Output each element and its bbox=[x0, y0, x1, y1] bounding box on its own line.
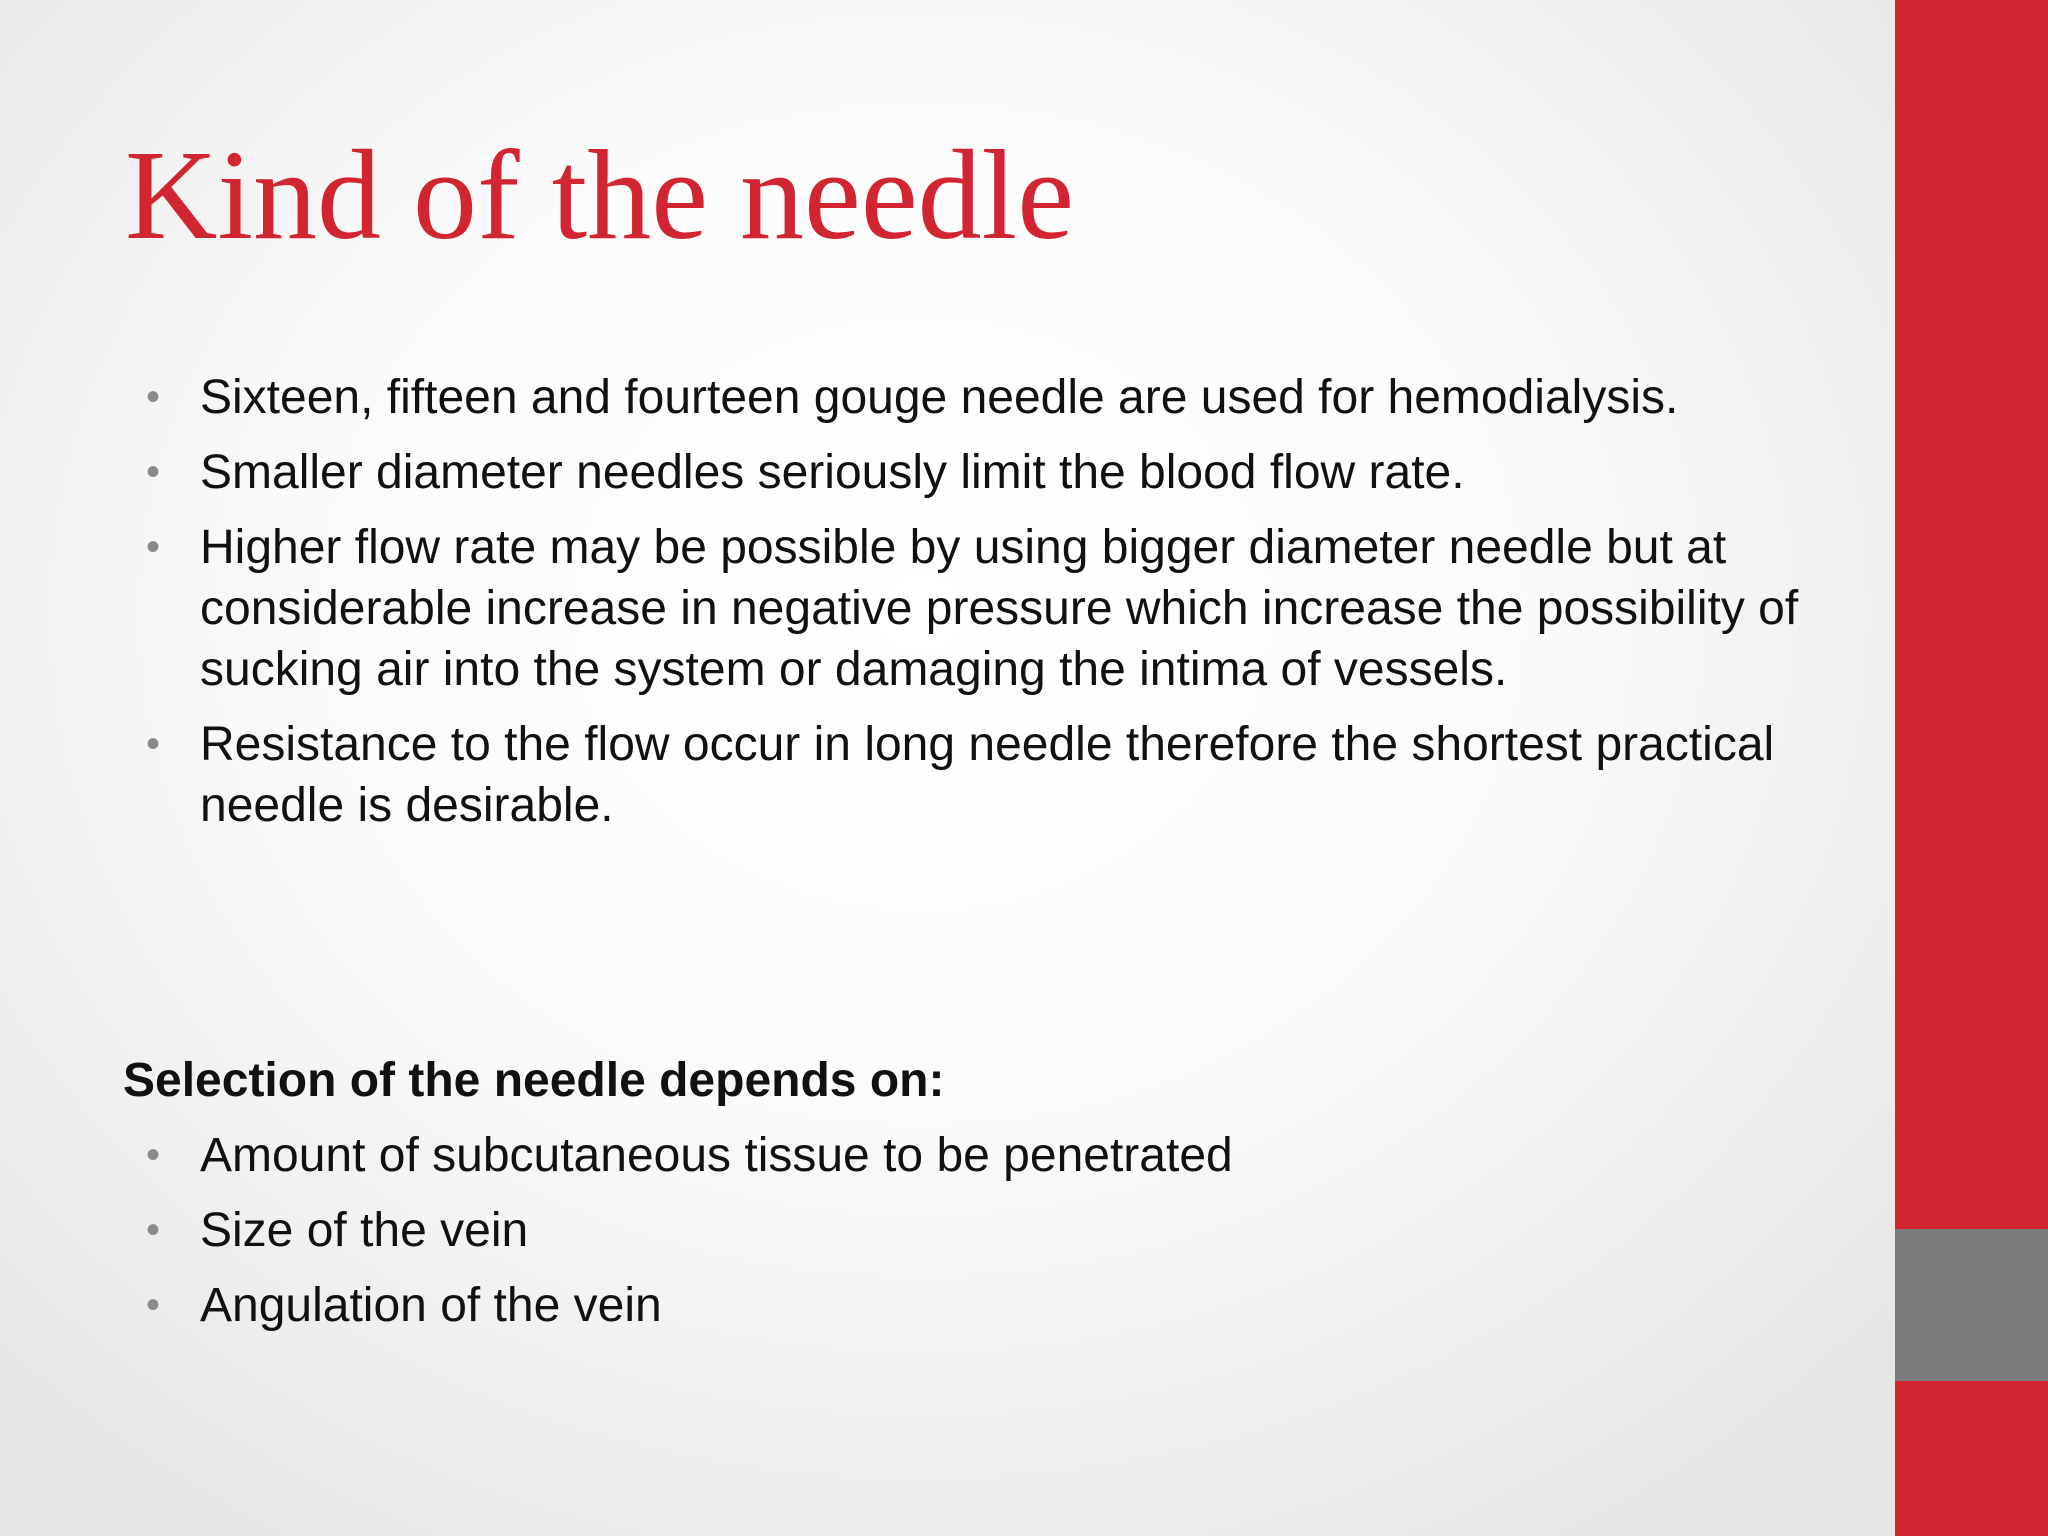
selection-bullet-list bbox=[146, 1125, 1800, 1350]
bullet-text: Higher flow rate may be possible by using bigger diameter needle but at considerable increase in negative pressure which increase the possibility of sucking air into the system or damaging the intima of vessels. bbox=[200, 521, 1799, 696]
bullet-text: Sixteen, fifteen and fourteen gouge needle are used for hemodialysis. bbox=[200, 371, 1679, 424]
bullet-icon: • bbox=[146, 1283, 161, 1327]
bullet-text: Amount of subcutaneous tissue to be penetrated bbox=[200, 1129, 1233, 1182]
selection-heading: Selection of the needle depends on: bbox=[123, 1054, 945, 1107]
bullet-text: Size of the vein bbox=[200, 1204, 529, 1257]
list-item bbox=[146, 1275, 1800, 1336]
bullet-icon: • bbox=[146, 1208, 161, 1252]
bullet-text: Angulation of the vein bbox=[200, 1279, 662, 1332]
sidebar-gray-block bbox=[1895, 1229, 2048, 1381]
list-item bbox=[146, 714, 1800, 836]
bullet-icon: • bbox=[146, 525, 161, 569]
slide-title: Kind of the needle bbox=[125, 124, 1074, 266]
list-item bbox=[146, 1200, 1800, 1261]
bullet-text: Smaller diameter needles seriously limit the blood flow rate. bbox=[200, 446, 1465, 499]
bullet-icon: • bbox=[146, 722, 161, 766]
list-item bbox=[146, 367, 1800, 428]
list-item bbox=[146, 442, 1800, 503]
main-bullet-list bbox=[146, 367, 1800, 850]
list-item bbox=[146, 1125, 1800, 1186]
bullet-text: Resistance to the flow occur in long needle therefore the shortest practical needle is desirable. bbox=[200, 718, 1775, 832]
bullet-icon: • bbox=[146, 450, 161, 494]
bullet-icon: • bbox=[146, 1133, 161, 1177]
list-item bbox=[146, 517, 1800, 700]
bullet-icon: • bbox=[146, 375, 161, 419]
